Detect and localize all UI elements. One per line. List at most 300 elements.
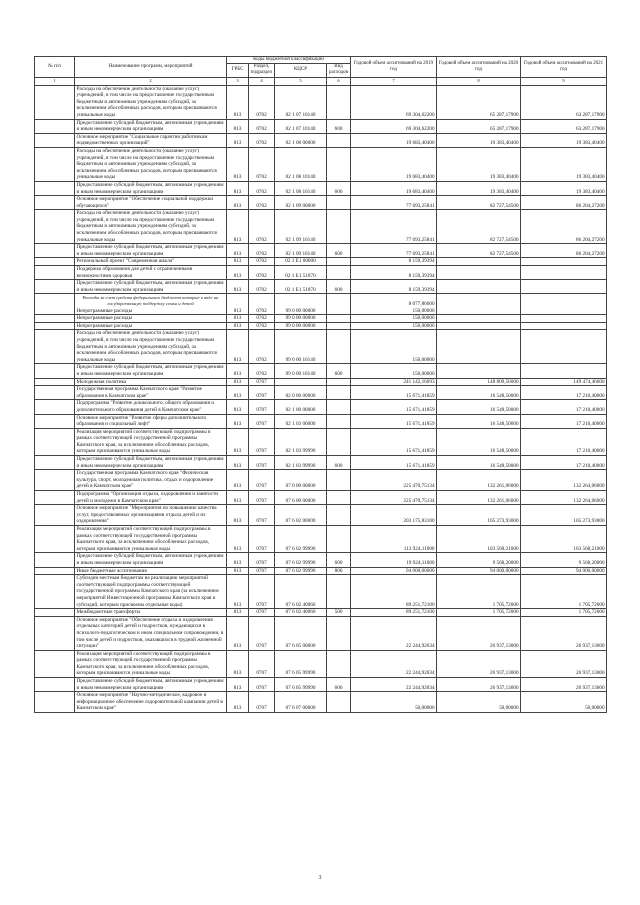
row-razdel: 0702 (249, 196, 275, 210)
row-amount-2019: 150,00000 (351, 330, 437, 364)
row-kcsr: 02 1 08 10140 (275, 181, 327, 195)
row-vr: 600 (327, 553, 351, 567)
row-razdel: 0702 (249, 364, 275, 378)
row-vr: 800 (327, 567, 351, 575)
row-amount-2020: 16 548,50000 (437, 456, 521, 470)
row-vr (327, 330, 351, 364)
row-grbs: 813 (227, 456, 249, 470)
row-vr (327, 196, 351, 210)
row-razdel: 0702 (249, 244, 275, 258)
row-vr (327, 85, 351, 119)
row-razdel: 0707 (249, 386, 275, 400)
table-row (35, 470, 607, 491)
row-amount-2019: 69 304,62200 (351, 119, 437, 133)
row-kcsr: 02 1 03 99990 (275, 428, 327, 455)
row-amount-2019: 19 683,40400 (351, 181, 437, 195)
row-razdel: 0707 (249, 553, 275, 567)
row-vr (327, 133, 351, 147)
row-razdel: 0707 (249, 678, 275, 692)
row-amount-2019: 225 470,75134 (351, 491, 437, 505)
row-grbs: 813 (227, 505, 249, 526)
row-razdel: 0707 (249, 526, 275, 553)
row-grbs: 813 (227, 400, 249, 414)
row-amount-2021: 86 204,27200 (521, 244, 607, 258)
table-row (35, 575, 607, 609)
row-amount-2020: 132 261,06000 (437, 470, 521, 491)
row-kcsr: 99 0 00 10140 (275, 364, 327, 378)
row-razdel: 0702 (249, 210, 275, 244)
row-amount-2019: 15 671,41859 (351, 414, 437, 428)
table-row (35, 210, 607, 244)
row-name: Основное мероприятие "Научно-методическое, кадровое и информационное обеспечение оздоровительной кампании детей в Камчатском крае" (75, 692, 227, 713)
table-body (35, 85, 607, 712)
row-kcsr: 07 6 02 00000 (275, 505, 327, 526)
row-vr (327, 414, 351, 428)
row-name: Предоставление субсидий бюджетным, автономным учреждениям и иным некоммерческим организациям (75, 280, 227, 294)
row-kcsr: 07 6 02 99990 (275, 553, 327, 567)
row-amount-2020: 82 727,54500 (437, 196, 521, 210)
row-name: Предоставление субсидий бюджетным, автономным учреждениям и иным некоммерческим организациям (75, 181, 227, 195)
row-kcsr: 07 6 02 99990 (275, 526, 327, 553)
row-amount-2020: 16 548,50000 (437, 428, 521, 455)
table-row (35, 85, 607, 119)
row-amount-2020 (437, 315, 521, 323)
table-row (35, 330, 607, 364)
row-vr (327, 315, 351, 323)
table-row (35, 133, 607, 147)
row-amount-2020: 82 727,54500 (437, 210, 521, 244)
row-name: Предоставление субсидий бюджетным, автономным учреждениям и иным некоммерческим организациям (75, 119, 227, 133)
row-razdel: 0707 (249, 414, 275, 428)
row-razdel: 0707 (249, 491, 275, 505)
row-kcsr: 02 0 00 00000 (275, 386, 327, 400)
row-amount-2021: 17 210,40000 (521, 386, 607, 400)
row-amount-2021 (521, 294, 607, 315)
table-row (35, 386, 607, 400)
row-name: Реализация мероприятий соответствующей подпрограммы в рамках соответствующей государственной программы Камчатского края, за исключением обособленных расходов, которым присваиваются уникальные коды (75, 428, 227, 455)
row-amount-2019: 203 175,83100 (351, 505, 437, 526)
row-number (35, 330, 75, 364)
table-row (35, 196, 607, 210)
row-number (35, 210, 75, 244)
row-number (35, 526, 75, 553)
row-grbs: 813 (227, 650, 249, 677)
row-grbs: 813 (227, 244, 249, 258)
row-grbs: 813 (227, 491, 249, 505)
row-vr (327, 400, 351, 414)
row-name: Молодежная политика (75, 378, 227, 386)
row-grbs: 813 (227, 428, 249, 455)
row-amount-2020: 50,00000 (437, 692, 521, 713)
page-number: 3 (318, 875, 322, 881)
row-vr: 500 (327, 609, 351, 617)
header-no: № п/п (35, 57, 75, 78)
row-grbs: 813 (227, 567, 249, 575)
row-amount-2019: 22 244,92034 (351, 678, 437, 692)
row-grbs: 813 (227, 147, 249, 181)
row-number (35, 378, 75, 386)
row-name: Государственная программа Камчатского края "Физическая культура, спорт, молодежная политика, отдых и оздоровление детей в Камчатском крае" (75, 470, 227, 491)
row-razdel: 0707 (249, 470, 275, 491)
row-vr (327, 428, 351, 455)
row-name: Непрограммные расходы (75, 315, 227, 323)
row-number (35, 400, 75, 414)
row-vr (327, 575, 351, 609)
table-row (35, 294, 607, 315)
row-amount-2021: 9 568,20000 (521, 553, 607, 567)
row-kcsr: 02 1 09 00000 (275, 196, 327, 210)
row-razdel: 0702 (249, 330, 275, 364)
row-razdel: 0702 (249, 266, 275, 280)
row-kcsr: 99 0 00 00000 (275, 294, 327, 315)
row-razdel: 0702 (249, 280, 275, 294)
row-grbs: 813 (227, 414, 249, 428)
row-note: Расходы за счет средств федерального бюджета которые в виде на государственную поддержку семьи и детей (82, 295, 219, 307)
row-razdel: 0707 (249, 428, 275, 455)
header-year-2019: Годовой объем ассигнований на 2019 год (351, 57, 437, 78)
row-number (35, 616, 75, 650)
row-razdel: 0702 (249, 85, 275, 119)
row-kcsr: 07 6 05 99990 (275, 678, 327, 692)
row-amount-2021: 105 273,93000 (521, 505, 607, 526)
row-name: Основное мероприятие "Обеспечение социальной поддержки обучающихся" (75, 196, 227, 210)
table-row (35, 364, 607, 378)
row-number (35, 386, 75, 400)
row-amount-2019: 19 924,11000 (351, 553, 437, 567)
table-row (35, 609, 607, 617)
header-vr: Вид расходов (327, 64, 351, 77)
row-name: Основное мероприятие "Социальные гарантии работникам подведомственных организаций" (75, 133, 227, 147)
table-row (35, 456, 607, 470)
row-amount-2020: 1 705,72000 (437, 575, 521, 609)
row-razdel: 0707 (249, 692, 275, 713)
table-row (35, 414, 607, 428)
row-grbs: 813 (227, 553, 249, 567)
row-amount-2020 (437, 258, 521, 266)
row-amount-2020: 103 568,21000 (437, 526, 521, 553)
row-amount-2020: 105 273,93000 (437, 505, 521, 526)
row-name-text: Непрограммные расходы (76, 307, 133, 314)
column-number: 1 (35, 77, 75, 85)
table-row (35, 378, 607, 386)
row-kcsr: 07 6 00 00000 (275, 491, 327, 505)
row-kcsr: 02 1 03 99990 (275, 456, 327, 470)
row-vr (327, 470, 351, 491)
row-razdel: 0702 (249, 315, 275, 323)
row-amount-2019: 150,00000 (351, 322, 437, 330)
row-kcsr: 02 1 08 00000 (275, 133, 327, 147)
table-row (35, 322, 607, 330)
row-razdel: 0702 (249, 147, 275, 181)
row-amount-2019: 8 159,39394 (351, 258, 437, 266)
row-amount-2019: 150,00000 (351, 364, 437, 378)
row-number (35, 428, 75, 455)
row-amount-2019: 89 251,72100 (351, 575, 437, 609)
row-grbs: 813 (227, 322, 249, 330)
row-razdel: 0707 (249, 456, 275, 470)
row-amount-2020 (437, 294, 521, 315)
table-row (35, 244, 607, 258)
row-number (35, 119, 75, 133)
row-razdel: 0702 (249, 181, 275, 195)
row-amount-2019: 113 924,11000 (351, 526, 437, 553)
row-kcsr: 02 1 07 10140 (275, 85, 327, 119)
row-amount-2021 (521, 322, 607, 330)
row-grbs: 813 (227, 692, 249, 713)
row-amount-2019: 77 693,25841 (351, 210, 437, 244)
row-name: Поддержка образования для детей с ограниченными возможностями здоровья (75, 266, 227, 280)
row-amount-2019: 22 244,92034 (351, 650, 437, 677)
column-number: 4 (249, 77, 275, 85)
row-number (35, 491, 75, 505)
row-kcsr (275, 378, 327, 386)
row-vr: 600 (327, 678, 351, 692)
row-amount-2021: 86 204,27200 (521, 210, 607, 244)
row-amount-2019: 150,00000 (351, 315, 437, 323)
row-amount-2020: 148 809,56000 (437, 378, 521, 386)
row-razdel: 0707 (249, 650, 275, 677)
row-amount-2020: 94 000,00000 (437, 567, 521, 575)
row-kcsr: 99 0 00 10140 (275, 330, 327, 364)
row-amount-2021: 50,00000 (521, 692, 607, 713)
row-razdel: 0702 (249, 322, 275, 330)
row-amount-2020: 26 937,13000 (437, 616, 521, 650)
row-kcsr: 02 1 E1 51870 (275, 280, 327, 294)
row-amount-2021: 26 937,13000 (521, 650, 607, 677)
row-number (35, 133, 75, 147)
row-amount-2021 (521, 266, 607, 280)
row-amount-2020: 16 548,50000 (437, 400, 521, 414)
row-number (35, 364, 75, 378)
row-number (35, 678, 75, 692)
row-amount-2021 (521, 315, 607, 323)
row-name: Реализация мероприятий соответствующей подпрограммы в рамках соответствующей государственной программы Камчатского края, за исключением обособленных расходов, которым присваиваются уникальные коды (75, 526, 227, 553)
row-name: Расходы на обеспечение деятельности (оказание услуг) учреждений, в том числе на предоставление государственным бюджетным и автономным учреждениям субсидий, за исключением обособленных расходов, которым присваиваются уникальные коды (75, 330, 227, 364)
row-kcsr: 07 6 02 40060 (275, 575, 327, 609)
table-row (35, 692, 607, 713)
row-grbs: 813 (227, 119, 249, 133)
row-grbs: 813 (227, 330, 249, 364)
row-vr (327, 505, 351, 526)
table-row (35, 119, 607, 133)
row-name: Расходы на обеспечение деятельности (оказание услуг) учреждений, в том числе на предоставление государственным бюджетным и автономным учреждениям субсидий, за исключением обособленных расходов, которым присваиваются уникальные коды (75, 85, 227, 119)
row-amount-2020: 82 727,54500 (437, 244, 521, 258)
row-amount-2020 (437, 322, 521, 330)
row-grbs: 813 (227, 85, 249, 119)
row-amount-2021: 1 705,72000 (521, 575, 607, 609)
row-vr (327, 294, 351, 315)
row-number (35, 266, 75, 280)
row-grbs: 813 (227, 133, 249, 147)
row-number (35, 315, 75, 323)
table-row (35, 266, 607, 280)
row-number (35, 322, 75, 330)
row-amount-2021: 19 383,40400 (521, 181, 607, 195)
row-kcsr: 02 1 E1 51870 (275, 266, 327, 280)
row-name: Непрограммные расходы (75, 322, 227, 330)
row-number (35, 505, 75, 526)
row-grbs: 813 (227, 181, 249, 195)
row-kcsr: 02 1 00 00000 (275, 400, 327, 414)
row-amount-2020 (437, 330, 521, 364)
row-vr: 600 (327, 181, 351, 195)
row-amount-2020 (437, 280, 521, 294)
table-header (35, 57, 607, 86)
row-kcsr: 07 6 02 99990 (275, 567, 327, 575)
row-number (35, 294, 75, 315)
row-amount-2020: 16 548,50000 (437, 386, 521, 400)
row-name: Иные бюджетные ассигнования (75, 567, 227, 575)
row-grbs: 813 (227, 609, 249, 617)
row-amount-2021: 17 210,40000 (521, 456, 607, 470)
row-name: Предоставление субсидий бюджетным, автономным учреждениям и иным некоммерческим организациям (75, 364, 227, 378)
row-grbs: 813 (227, 526, 249, 553)
row-note-amount: 8 077,86600 (408, 301, 435, 308)
row-kcsr: 02 1 09 10140 (275, 244, 327, 258)
row-vr (327, 386, 351, 400)
row-grbs: 813 (227, 470, 249, 491)
row-name: Субсидии местным бюджетам на реализацию мероприятий соответствующей подпрограммы соответствующей государственной программы Камчатского края (за исключением мероприятий Инвестиционной программы Камчатского края и субсидий, которым присвоены отдельные коды) (75, 575, 227, 609)
column-number: 9 (521, 77, 607, 85)
row-name: Предоставление субсидий бюджетным, автономным учреждениям и иным некоммерческим организациям (75, 244, 227, 258)
row-amount-2021: 17 210,40000 (521, 414, 607, 428)
row-name: Предоставление субсидий бюджетным, автономным учреждениям и иным некоммерческим организациям (75, 553, 227, 567)
row-amount-2020: 26 937,13000 (437, 650, 521, 677)
row-number (35, 280, 75, 294)
row-number (35, 609, 75, 617)
row-amount-2021: 103 568,21000 (521, 526, 607, 553)
row-kcsr: 99 0 00 00000 (275, 322, 327, 330)
row-vr (327, 210, 351, 244)
row-razdel: 0707 (249, 505, 275, 526)
column-number: 2 (75, 77, 227, 85)
row-amount-2019: 50,00000 (351, 692, 437, 713)
row-grbs: 813 (227, 378, 249, 386)
row-number (35, 85, 75, 119)
row-amount-2019: 8 159,39394 (351, 266, 437, 280)
table-row (35, 526, 607, 553)
row-amount-2019: 89 251,72100 (351, 609, 437, 617)
header-razdel: Раздел, подраздел (249, 64, 275, 77)
row-name: Подпрограмма "Развитие дошкольного, общего образования и дополнительного образования детей в Камчатском крае" (75, 400, 227, 414)
table-row (35, 491, 607, 505)
row-name: Подпрограмма "Организация отдыха, оздоровления и занятости детей и молодежи в Камчатском крае" (75, 491, 227, 505)
row-kcsr: 02 1 08 10140 (275, 147, 327, 181)
table-row (35, 147, 607, 181)
row-kcsr: 99 0 00 00000 (275, 315, 327, 323)
row-kcsr: 07 0 00 00000 (275, 470, 327, 491)
row-razdel: 0707 (249, 575, 275, 609)
row-number (35, 196, 75, 210)
row-vr (327, 491, 351, 505)
row-amount-2019: 77 693,25841 (351, 244, 437, 258)
row-razdel: 0707 (249, 378, 275, 386)
row-name: Предоставление субсидий бюджетным, автономным учреждениям и иным некоммерческим организациям (75, 456, 227, 470)
row-grbs: 813 (227, 196, 249, 210)
row-amount-2020: 9 568,20000 (437, 553, 521, 567)
row-amount-2020 (437, 266, 521, 280)
row-number (35, 147, 75, 181)
row-amount-2021: 17 210,40000 (521, 400, 607, 414)
row-amount-2021: 26 937,13000 (521, 678, 607, 692)
table-row (35, 280, 607, 294)
row-amount-text: 150,00000 (412, 307, 435, 314)
row-grbs: 813 (227, 364, 249, 378)
row-amount-2021: 132 264,06000 (521, 470, 607, 491)
row-name: Расходы на обеспечение деятельности (оказание услуг) учреждений, в том числе на предоставление государственным бюджетным и автономным учреждениям субсидий, за исключением обособленных расходов, которым присваиваются уникальные коды (75, 147, 227, 181)
row-name: Предоставление субсидий бюджетным, автономным учреждениям и иным некоммерческим организациям (75, 678, 227, 692)
row-amount-2021: 19 383,40400 (521, 147, 607, 181)
row-vr (327, 692, 351, 713)
document-page (34, 56, 606, 713)
row-vr: 600 (327, 244, 351, 258)
row-amount-2021: 19 383,40400 (521, 133, 607, 147)
row-razdel: 0707 (249, 616, 275, 650)
header-grbs: ГРБС (227, 64, 249, 77)
row-kcsr: 02 1 07 10140 (275, 119, 327, 133)
table-row (35, 616, 607, 650)
table-row (35, 553, 607, 567)
column-number: 6 (327, 77, 351, 85)
row-name: Основное мероприятие "Мероприятия по повышению качества услуг, предоставляемых организациями отдыха детей и их оздоровления" (75, 505, 227, 526)
table-row (35, 505, 607, 526)
column-number-row (35, 77, 607, 85)
header-year-2020: Годовой объем ассигнований на 2020 год (437, 57, 521, 78)
budget-table (34, 56, 607, 713)
row-number (35, 553, 75, 567)
row-name: Расходы на обеспечение деятельности (оказание услуг) учреждений, в том числе на предоставление государственным бюджетным и автономным учреждениям субсидий, за исключением обособленных расходов, которым присваиваются уникальные коды (75, 210, 227, 244)
table-row (35, 650, 607, 677)
row-grbs: 813 (227, 294, 249, 315)
row-grbs: 813 (227, 386, 249, 400)
row-amount-2021 (521, 280, 607, 294)
row-razdel: 0702 (249, 258, 275, 266)
row-amount-2021: 63 287,17900 (521, 85, 607, 119)
row-name (75, 294, 227, 315)
row-vr: 600 (327, 456, 351, 470)
row-kcsr: 07 6 05 00000 (275, 616, 327, 650)
row-amount-2021: 86 204,27200 (521, 196, 607, 210)
table-row (35, 428, 607, 455)
row-amount-2020: 65 287,17900 (437, 85, 521, 119)
row-vr (327, 616, 351, 650)
row-kcsr: 02 1 03 00000 (275, 414, 327, 428)
row-amount-2019: 15 671,41859 (351, 400, 437, 414)
header-kcsr: КЦСР (275, 64, 327, 77)
row-amount-2021 (521, 258, 607, 266)
row-amount-2019: 8 159,39394 (351, 280, 437, 294)
column-number: 8 (437, 77, 521, 85)
row-amount-2020: 26 937,13000 (437, 678, 521, 692)
row-amount-2021: 1 705,72000 (521, 609, 607, 617)
row-amount-2019: 19 683,40400 (351, 147, 437, 181)
row-kcsr: 07 6 07 00000 (275, 692, 327, 713)
row-number (35, 414, 75, 428)
row-kcsr: 07 6 02 40060 (275, 609, 327, 617)
row-amount-2019: 225 470,75134 (351, 470, 437, 491)
row-razdel: 0702 (249, 294, 275, 315)
row-kcsr: 02 1 E1 00000 (275, 258, 327, 266)
row-number (35, 575, 75, 609)
row-vr (327, 147, 351, 181)
row-amount-2021: 94 000,00000 (521, 567, 607, 575)
row-amount-2021: 132 264,06000 (521, 491, 607, 505)
table-row (35, 258, 607, 266)
row-amount-2019: 94 000,00000 (351, 567, 437, 575)
row-amount-2021 (521, 364, 607, 378)
column-number: 5 (275, 77, 327, 85)
row-vr: 600 (327, 119, 351, 133)
